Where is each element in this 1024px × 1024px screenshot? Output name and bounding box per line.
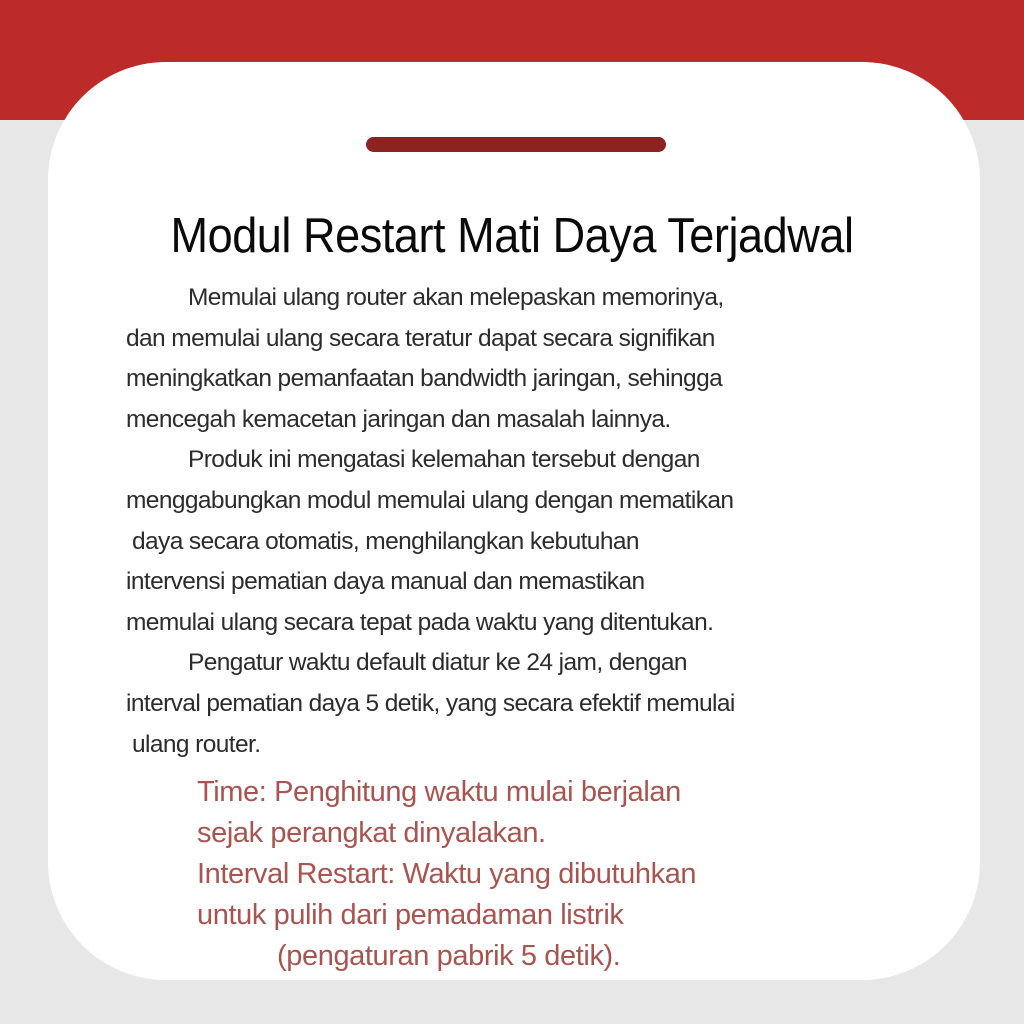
- note-line-5: (pengaturan pabrik 5 detik).: [277, 940, 621, 972]
- paragraph-2-line-5: memulai ulang secara tepat pada waktu yang ditentukan.: [126, 608, 714, 636]
- paragraph-2-line-1: Produk ini mengatasi kelemahan tersebut dengan: [188, 446, 700, 474]
- note-line-1: Time: Penghitung waktu mulai berjalan: [197, 776, 681, 808]
- paragraph-3-line-1: Pengatur waktu default diatur ke 24 jam, dengan: [188, 649, 687, 677]
- note-line-4: untuk pulih dari pemadaman listrik: [197, 899, 624, 931]
- settings-notes: [197, 772, 857, 977]
- page-title: Modul Restart Mati Daya Terjadwal: [170, 209, 854, 263]
- handle-bar: [366, 137, 666, 152]
- paragraph-2-line-4: intervensi pematian daya manual dan memastikan: [126, 568, 645, 596]
- paragraph-1-line-2: dan memulai ulang secara teratur dapat secara signifikan: [126, 324, 715, 352]
- paragraph-1-line-1: Memulai ulang router akan melepaskan memorinya,: [188, 284, 724, 311]
- paragraph-1-line-4: mencegah kemacetan jaringan dan masalah lainnya.: [126, 405, 671, 433]
- paragraph-2-line-3: daya secara otomatis, menghilangkan kebutuhan: [132, 527, 639, 555]
- paragraph-1-line-3: meningkatkan pemanfaatan bandwidth jaringan, sehingga: [126, 365, 723, 393]
- description-text: [126, 278, 906, 765]
- note-line-3: Interval Restart: Waktu yang dibutuhkan: [197, 858, 697, 890]
- paragraph-2-line-2: menggabungkan modul memulai ulang dengan mematikan: [126, 486, 734, 514]
- paragraph-3-line-3: ulang router.: [132, 730, 261, 758]
- note-line-2: sejak perangkat dinyalakan.: [197, 817, 546, 849]
- paragraph-3-line-2: interval pematian daya 5 detik, yang secara efektif memulai: [126, 689, 735, 717]
